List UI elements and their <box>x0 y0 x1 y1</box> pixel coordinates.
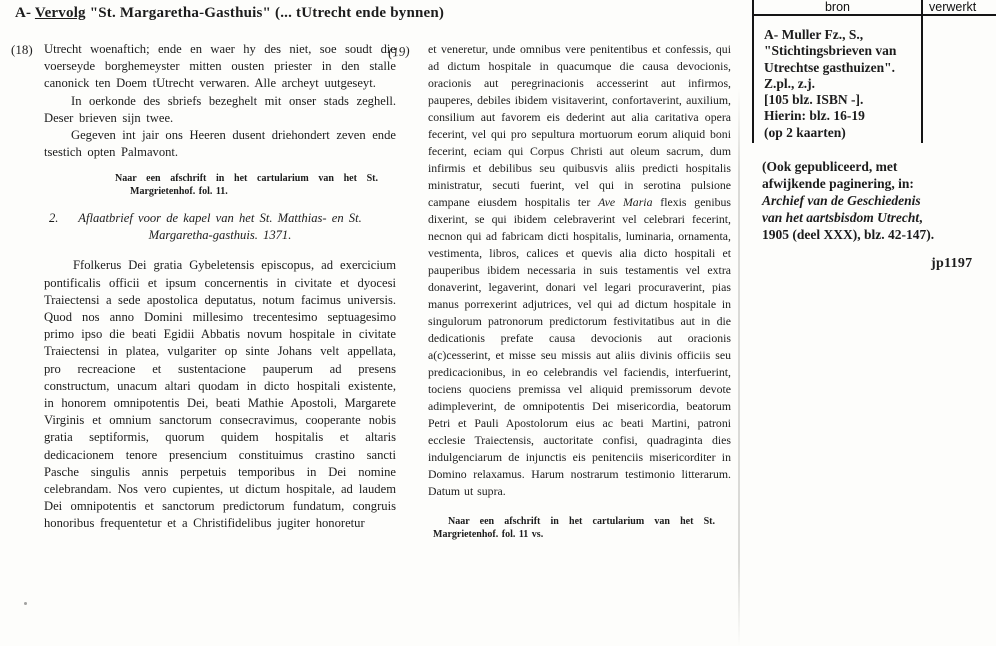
bron-entry <box>764 27 918 141</box>
column-header-verwerkt: verwerkt <box>929 0 977 14</box>
table-header-rule <box>752 14 996 16</box>
table-border-middle <box>921 0 923 143</box>
paragraph-segment: flexis genibus dixerint, se qui ibidem celebraverint vel celebrari fecerint, necnon qui ad fabricam dicti hospitalis, luminaria, ornamenta, vestimenta, libros, calices et quevis alia dicto hospitali et pauperibus ibidem necessaria in suis testamentis vel extra donaverint, legaverint, donari vel legari procuraverint, pias manus porrexerint adjutrices, vel qui ad dictum hospitale in singulorum patronorum predictorum festivitatibus aut in die dedicationis prefate causa devocionis aut oracionis a(c)cesserint, et misse seu missis aut aliis divinis officiis seu predicacionibus, in eo celebrandis vel faciendis, interfuerint, tociens quociens premissa vel aliquid premissorum devote adimpleverint, de omnipotentis Dei misericordia, beatorum Petri et Pauli Apostolorum eius ac beati Martini, patroni ecclesie Traiectensis, auctoritate confisi, quadraginta dies indulgenciarum de injunctis eis penitenciis misericorditer in Domino relaxamus. Harum nostrarum testimonio litterarum. Datum ut supra. <box>428 195 731 498</box>
paragraph-et-veneretur <box>428 41 731 500</box>
publication-note-segment: (Ook gepubliceerd, met afwijkende paginering, in: <box>762 159 914 191</box>
bron-entry-line: Hierin: blz. 16-19 <box>764 108 865 124</box>
bron-entry-line: Utrechtse gasthuizen". <box>764 59 895 75</box>
ave-maria-italic: Ave Maria <box>598 195 653 209</box>
margin-number-18: (18) <box>11 42 33 57</box>
table-border-left <box>752 0 754 143</box>
publication-note-segment: , 1905 (deel XXX), blz. <box>762 210 923 242</box>
section-number: 2. <box>49 211 59 226</box>
bron-entry-line: "Stichtingsbrieven van <box>764 43 897 59</box>
section-heading <box>44 210 396 244</box>
bron-entry-line: (op 2 kaarten) <box>764 124 846 140</box>
section-title: Aflaatbrief voor de kapel van het St. Matthias- en St. Margaretha-gasthuis. 1371. <box>78 211 362 243</box>
publication-note <box>762 158 938 243</box>
paragraph-gegeven: Gegeven int jair ons Heeren dusent driehondert zeven ende tsestich opten Palmavont. <box>44 128 396 160</box>
margin-number-19: (19) <box>387 43 411 60</box>
source-note-left: Naar een afschrift in het cartularium van het St. Margrietenhof. fol. 11. <box>115 173 378 197</box>
page-title-rest: "St. Margaretha-Gasthuis" (... tUtrecht ende bynnen) <box>85 5 445 21</box>
scan-page-edge <box>738 88 740 646</box>
scan-artifact <box>24 602 27 605</box>
left-text-column <box>44 41 396 533</box>
bron-entry-line: [105 blz. ISBN -]. <box>764 92 864 108</box>
paragraph-oerkonde: In oerkonde des sbriefs bezeghelt mit onser stads zeghell. Deser brieven sijn twee. <box>44 93 396 125</box>
page-title-underlined: Vervolg <box>34 5 86 21</box>
source-note-right: Naar een afschrift in het cartularium van het St. Margrietenhof. fol. 11 vs. <box>433 516 715 540</box>
publication-note-journal: Archief van de Geschiedenis van het aartsbisdom Utrecht <box>762 193 921 225</box>
right-text-column <box>428 41 731 541</box>
bron-entry-line: A- Muller Fz., S., <box>764 27 864 42</box>
page-title-prefix: A- <box>15 5 35 21</box>
paragraph-ffolkerus: Ffolkerus Dei gratia Gybeletensis episcopus, ad exercicium pontificalis officii et ipsum concernentis in civitate et dyocesi Traiectensi a sede apostolica deputatus, notum facimus universis. Quod nos anno Domini millesimo trecentesimo septuagesimo primo ipso die beati Egidii Abbatis novum hospitale in civitate Traiectensi in platea, vulgariter op sinte Johans velt appellata, pro recreacione et sustentacione pauperum ad presens constructum, unacum altari quodam in dicto hospitali existente, in honorem omnipotentis Dei, beati Mathie Apostoli, Margarete Virginis et omnium sanctorum consecravimus, cooperante nobis gratia septiformis, quorum quidem hospitalis et altaris dedicacionem tenore presencium constituimus crastino sancti Pasche singulis annis perpetuis temporibus in Dei nomine celebrandam. Nos vero cupientes, ut dictum hospitale, ad laudem Dei omnipotentis et sanctorum predictorum fundatum, congruis honoribus frequentetur et a Christifidelibus jugiter honoretur <box>44 258 396 531</box>
page-title <box>15 5 444 22</box>
record-code: jp1197 <box>931 256 973 271</box>
bron-entry-line: Z.pl., z.j. <box>764 75 816 91</box>
publication-note-pages: 42-147 <box>887 227 927 242</box>
column-header-bron: bron <box>824 0 851 14</box>
paragraph-utrecht: Utrecht woenaftich; ende en waer hy des niet, soe soudt die voerseyde borghemeyster mitten ousten priester in den stalle canonick ten Doem tUtrecht verwaren. Alle archeyt uutgeseyt. <box>44 42 396 91</box>
publication-note-segment: ). <box>926 227 935 242</box>
paragraph-segment: et veneretur, unde omnibus vere penitentibus et confessis, qui ad dictum hospitale in quacumque die causa devocionis, oracionis aut peregrinacionis accesserint aut infirmos, pauperes, debiles ibidem visitaverint, confortaverint, auxilium, consilium aut favorem eis dederint aut alia caritativa opera fecerint, vel qui pro sepultura mortuorum eorum aliquid boni fecerint, eciam qui Corpus Christi aut oleum sacrum, dum infirmis et debilibus seu quibusvis aliis predicti hospitalis ministratur, secuti fuerint, vel qui in serotina pulsione campane eiusdem hospitalis ter <box>428 42 731 209</box>
